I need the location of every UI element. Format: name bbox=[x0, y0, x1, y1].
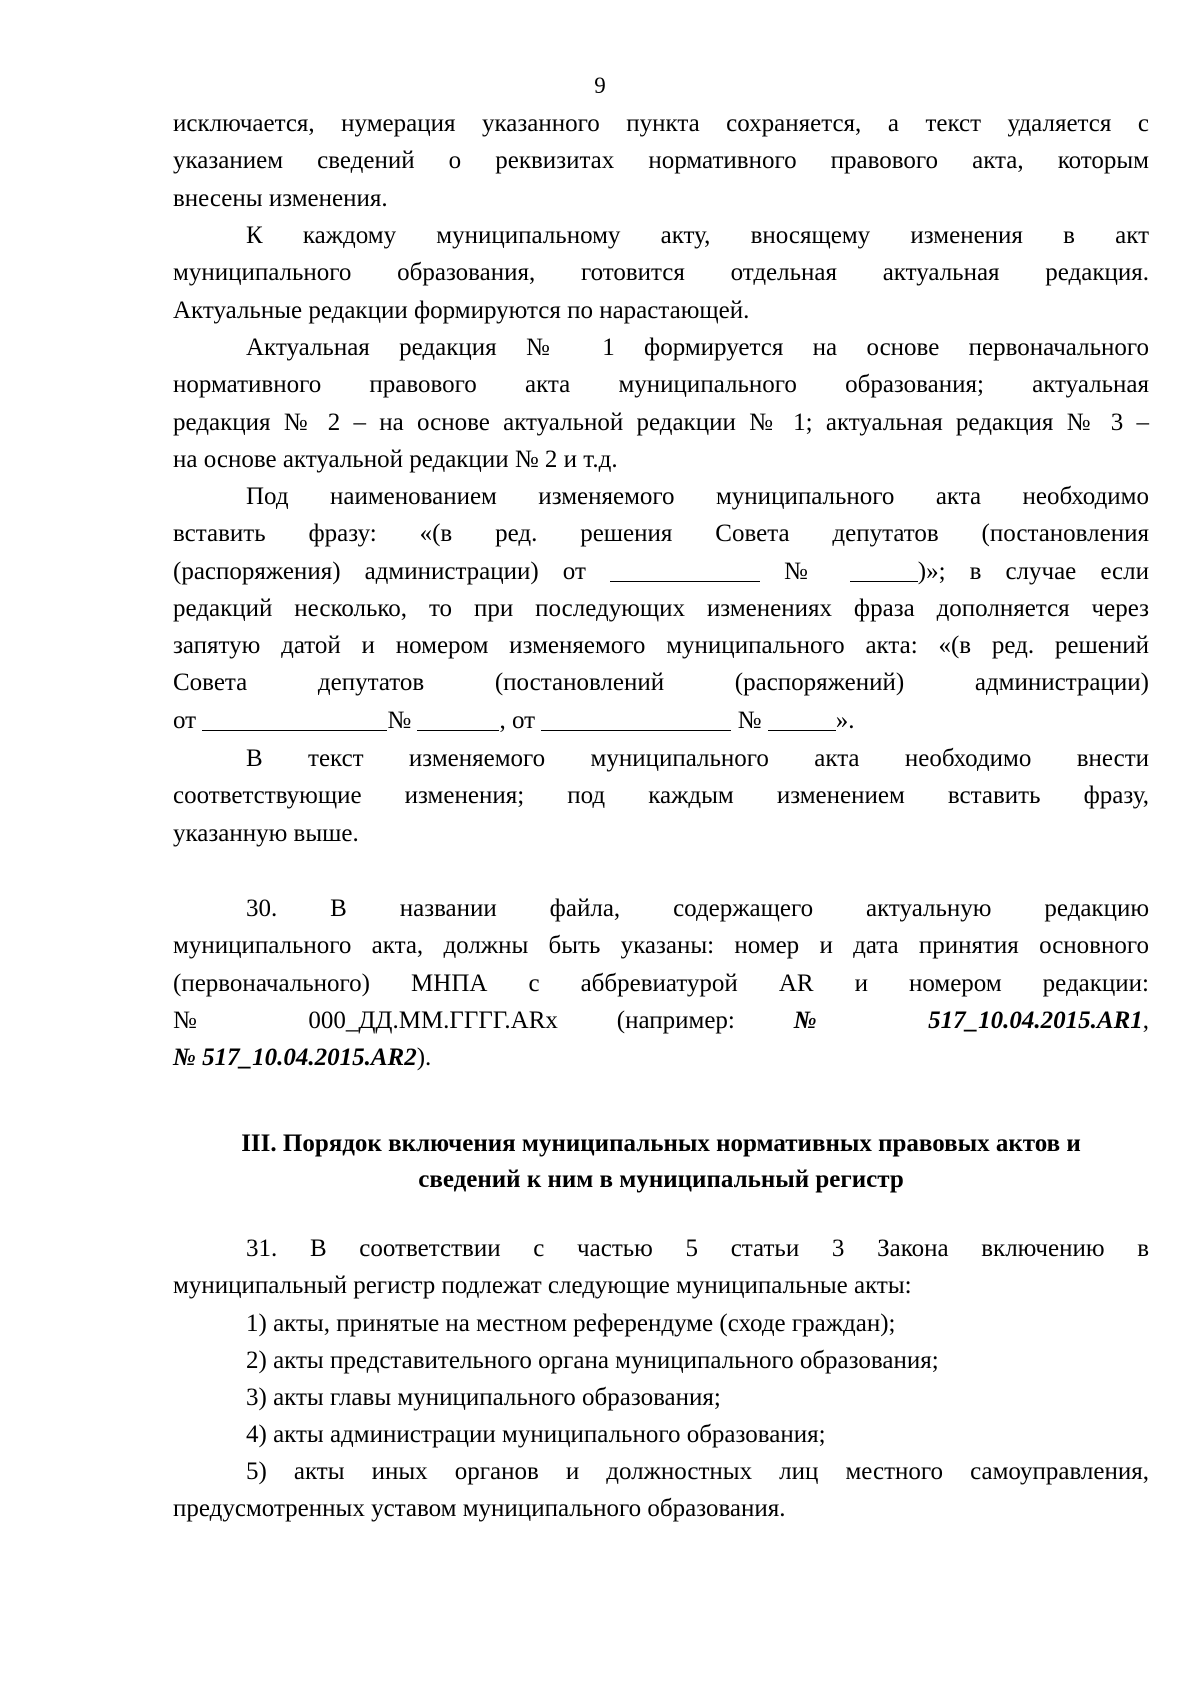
text-line: запятую датой и номером изменяемого муниципального акта: «(в ред. решений bbox=[173, 632, 1149, 660]
text-fragment: № bbox=[173, 1006, 250, 1034]
paragraph-item-31 bbox=[173, 1230, 1149, 1305]
blank-line bbox=[417, 705, 499, 731]
list-item: 1) акты, принятые на местном референдуме (сходе граждан); bbox=[246, 1310, 896, 1337]
text-line: внесены изменения. bbox=[173, 184, 388, 212]
paragraph-make-changes bbox=[173, 740, 1149, 852]
page-number: 9 bbox=[594, 73, 606, 98]
list-item: 2) акты представительного органа муниципального образования; bbox=[246, 1347, 939, 1374]
text-line: 31. В соответствии с частью 5 статьи 3 Закона включению в bbox=[246, 1235, 1149, 1262]
text-line: муниципального образования, готовится отдельная актуальная редакция. bbox=[173, 259, 1149, 287]
text-fragment: (распоряжения) администрации) от bbox=[173, 557, 586, 585]
text-fragment: 517_10.04.2015.AR1 bbox=[928, 1006, 1143, 1034]
text-line: Актуальные редакции формируются по нарастающей. bbox=[173, 296, 750, 324]
text-line: 5) акты иных органов и должностных лиц местного самоуправления, bbox=[246, 1458, 1149, 1485]
text-fragment bbox=[928, 1007, 1149, 1034]
text-line: (первоначального) МНПА с аббревиатурой AR и номером редакции: bbox=[173, 969, 1149, 997]
text-line: исключается, нумерация указанного пункта сохраняется, а текст удаляется с bbox=[173, 110, 1149, 137]
text-fragment: , bbox=[1142, 1006, 1149, 1034]
text-fragment: (например: bbox=[616, 1006, 735, 1034]
text-fragment: ». bbox=[835, 706, 855, 734]
blank-line bbox=[202, 705, 387, 731]
text-line: К каждому муниципальному акту, вносящему изменения в акт bbox=[246, 222, 1149, 249]
paragraph-continuation bbox=[173, 105, 1149, 217]
text-line bbox=[173, 702, 1149, 739]
paragraph-edition-numbering bbox=[173, 329, 1149, 478]
text-line: на основе актуальной редакции № 2 и т.д. bbox=[173, 445, 618, 473]
heading-line: сведений к ним в муниципальный регистр bbox=[418, 1166, 904, 1193]
text-line: В текст изменяемого муниципального акта необходимо внести bbox=[246, 745, 1149, 772]
text-line: нормативного правового акта муниципального образования; актуальная bbox=[173, 371, 1149, 399]
blank-line bbox=[850, 556, 918, 582]
text-fragment: № bbox=[737, 706, 762, 734]
paragraph-insert-phrase bbox=[173, 478, 1149, 739]
text-fragment: )»; в случае если bbox=[917, 557, 1150, 585]
blank-line bbox=[610, 556, 760, 582]
text-line: муниципального акта, должны быть указаны: номер и дата принятия основного bbox=[173, 932, 1149, 960]
text-line bbox=[173, 1039, 1149, 1076]
text-fragment: ). bbox=[416, 1044, 432, 1072]
blank-line bbox=[768, 705, 836, 731]
text-fragment: № bbox=[784, 557, 826, 585]
text-fragment: № bbox=[793, 1006, 870, 1034]
paragraph-item-30 bbox=[173, 890, 1149, 1076]
section-heading bbox=[173, 1126, 1149, 1198]
text-line: муниципальный регистр подлежат следующие муниципальные акты: bbox=[173, 1272, 912, 1300]
text-line: 30. В названии файла, содержащего актуальную редакцию bbox=[246, 895, 1149, 922]
list-item: 4) акты администрации муниципального образования; bbox=[246, 1421, 826, 1448]
text-line: указанную выше. bbox=[173, 819, 359, 847]
text-line: редакция № 2 – на основе актуальной редакции № 1; актуальная редакция № 3 – bbox=[173, 408, 1149, 436]
text-line: Совета депутатов (постановлений (распоряжений) администрации) bbox=[173, 669, 1149, 697]
text-line: Под наименованием изменяемого муниципального акта необходимо bbox=[246, 483, 1149, 510]
list-item: 3) акты главы муниципального образования; bbox=[246, 1384, 721, 1411]
text-line bbox=[173, 1002, 1149, 1039]
text-line: Актуальная редакция № 1 формируется на основе первоначального bbox=[246, 334, 1149, 361]
text-fragment: № bbox=[387, 706, 412, 734]
text-fragment: № 517_10.04.2015.AR2 bbox=[173, 1044, 417, 1072]
text-fragment: 000_ДД.ММ.ГГГГ.ARx bbox=[308, 1006, 558, 1034]
heading-line: III. Порядок включения муниципальных нормативных правовых актов и bbox=[241, 1130, 1081, 1157]
text-line: редакций несколько, то при последующих изменениях фраза дополняется через bbox=[173, 594, 1149, 622]
list-item bbox=[173, 1453, 1149, 1528]
text-line: вставить фразу: «(в ред. решения Совета депутатов (постановления bbox=[173, 520, 1149, 548]
text-line: предусмотренных уставом муниципального образования. bbox=[173, 1495, 786, 1523]
text-line bbox=[173, 553, 1149, 590]
text-fragment: от bbox=[173, 706, 197, 734]
text-fragment: , от bbox=[499, 706, 536, 734]
text-line: соответствующие изменения; под каждым изменением вставить фразу, bbox=[173, 782, 1149, 810]
blank-line bbox=[541, 705, 731, 731]
text-line: указанием сведений о реквизитах нормативного правового акта, которым bbox=[173, 147, 1149, 175]
paragraph-actual-editions bbox=[173, 217, 1149, 329]
